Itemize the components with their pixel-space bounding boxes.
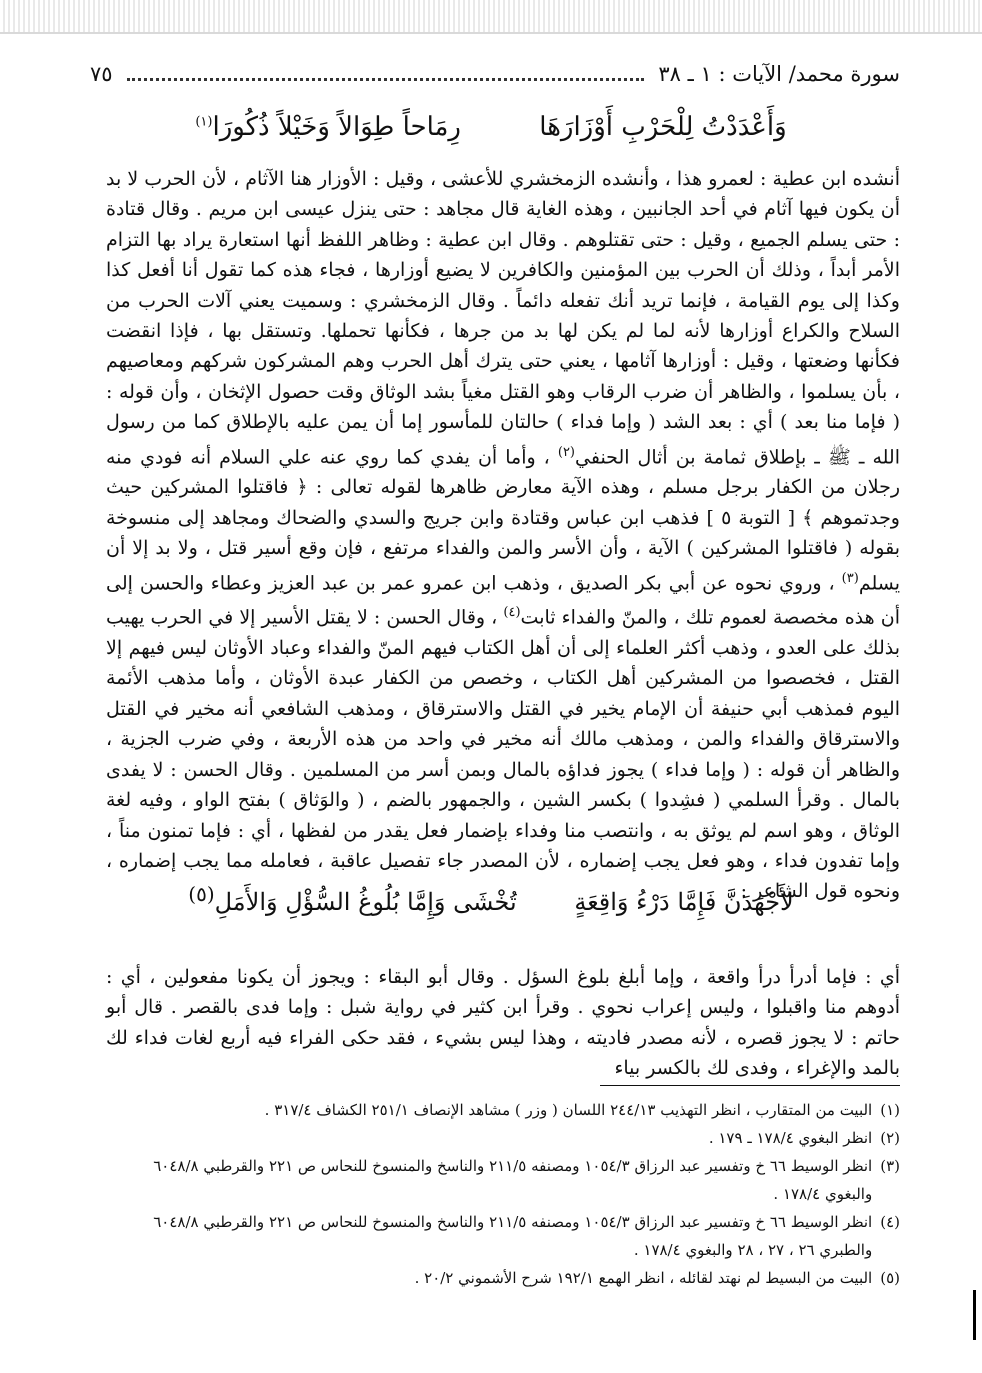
footnote-ref-4: (٤)	[503, 605, 521, 621]
paragraph-text-a: أنشده ابن عطية : لعمرو هذا ، وأنشده الزمخشري للأعشى ، وقيل : الأوزار هنا الآثام ، لأن الحرب لا بد أن يكون فيها آثام في أحد الجانبين ، وهذه الغاية قال مجاهد : حتى ينزل عيسى ابن مريم . وقال قتادة : حتى يسلم الجميع ، وقيل : حتى تقتلوهم . وقال ابن عطية : وظاهر اللفظ أنها استعارة يراد بها التزام الأمر أبداً ، وذلك أن الحرب بين المؤمنين والكافرين لا يضيع أوزارها ، فجاء هذه كما تقول أنا أفعل كذا وكذا إلى يوم القيامة ، فإنما تريد أنك تفعله دائماً . وقال الزمخشري : وسميت يعني آلات الحرب من السلاح والكراع أوزارها لأنه لما لم يكن لها بد من جرها ، فكأنها تحملها. وتستقل بها ، فإذا انقضت فكأنها وضعتها ، وقيل : أوزارها آثامها ، يعني حتى يترك أهل الحرب وهم المشركون شركهم ومعاصيهم ، بأن يسلموا ، والظاهر أن ضرب الرقاب وهو القتل مغياً بشد الوثاق وقت حصول الإثخان ، وأن قوله : ( فإما منا بعد ) أي : بعد الشد ( وإما فداء ) حالتان للمأسور إما أن يمن عليه بالإطلاق كما من رسول الله ـ ﷺ ـ بإطلاق ثمامة بن أثال الحنفي	[106, 168, 900, 468]
footnote-text: انظر الوسيط ٦٦ خ وتفسير عبد الرزاق ١٠٥٤/٣ ومصنفه ٢١١/٥ والناسخ والمنسوخ للنحاس ص ٢٢١ والقرطبي ٦٠٤٨/٨ والطبري ٢٦ ، ٢٧ ، ٢٨ والبغوي ١٧٨/٤ .	[153, 1213, 873, 1259]
verse-2-hemistich-left: تُخْشَى وَإِمَّا بُلُوغُ السُّؤْلِ وَالأَمَلِ	[214, 888, 517, 916]
verse-2	[0, 882, 982, 916]
footnote-item	[110, 1208, 900, 1264]
footnote-number: (٥)	[880, 1269, 900, 1287]
second-paragraph	[106, 962, 900, 1084]
footnote-text: انظر الوسيط ٦٦ خ وتفسير عبد الرزاق ١٠٥٤/٣ ومصنفه ٢١١/٥ والناسخ والمنسوخ للنحاس ص ٢٢١ والقرطبي ٦٠٤٨/٨ والبغوي ١٧٨/٤ .	[153, 1157, 873, 1203]
paragraph-2-text: أي : فإما أدرأ درأ واقعة ، وإما أبلغ بلوغ السؤل . وقال أبو البقاء : ويجوز أن يكونا مفعولين ، أي : أدوهم منا واقبلوا ، وليس إعراب نحوي . وقرأ ابن كثير في رواية شبل : وإما فدى بالقصر . قال أبو حاتم : لا يجوز قصره ، لأنه مصدر فاديته ، وهذا ليس بشيء ، فقد حكى الفراء فيه أربع لغات فداء لك بالمد والإغراء ، وفدى لك بالكسر بياء	[106, 966, 900, 1080]
footnote-number: (١)	[880, 1101, 900, 1119]
footnote-ref-2: (٢)	[557, 444, 575, 460]
footnote-item	[110, 1124, 900, 1152]
footnote-separator	[600, 1085, 900, 1086]
paragraph-text-b: ، وأما أن يفدي كما روي عنه علي السلام أنه فودي منه رجلان من الكفار برجل مسلم ، وهذه الآية معارض ظاهرها لقوله تعالى : ﴿ فاقتلوا المشركين حيث وجدتموهم ﴾ [ التوبة ٥ ] فذهب ابن عباس وقتادة وابن جريج والسدي والضحاك ومجاهد إلى منسوخة بقوله ( فاقتلوا المشركين ) الآية ، وأن الأسر والمن والفداء مرتفع ، فإن وقع أسير قتل ، ولا بد إلا أن يسلم	[106, 445, 900, 594]
footnote-ref-5: (٥)	[188, 882, 215, 906]
page-number: ٧٥	[90, 62, 113, 86]
footnote-item	[110, 1096, 900, 1124]
verse-2-hemistich-right: لأَجْهَدَنَّ فَإِمَّا دَرْءُ وَاقِعَةٍ	[574, 888, 794, 916]
page-header	[90, 62, 900, 92]
header-dot-leader	[127, 64, 645, 81]
footnote-number: (٢)	[880, 1129, 900, 1147]
scan-edge-mark	[973, 1290, 976, 1340]
footnote-text: البيت من المتقارب ، انظر التهذيب ٢٤٤/١٣ اللسان ( وزر ) مشاهد الإنصاف ٢٥١/١ الكشاف ٣١٧/٤ .	[264, 1101, 873, 1119]
footnote-text: البيت من البسيط لم نهتد لقائله ، انظر الهمع ١٩٢/١ شرح الأشموني ٢٠/٢ .	[414, 1269, 873, 1287]
paragraph-text-d: ، وقال الحسن : لا يقتل الأسير إلا في الحرب يهيب بذلك على العدو ، وذهب أكثر العلماء إلى أن أهل الكتاب فيهم المنّ والفداء وعباد الأوثان ليس فيهم إلا القتل ، فخصصوا من المشركين أهل الكتاب ، وخصص من الكفار عبدة الأوثان ، وأما مذهب الأئمة اليوم فمذهب أبي حنيفة أن الإمام يخير في القتل والاسترقاق ، ومذهب الشافعي أنه مخير في القتل والاسترقاق والفداء والمن ، ومذهب مالك أنه مخير في واحد من هذه الأربعة ، وفي ضرب الجزية ، والظاهر أن قوله : ( وإما فداء ) يجوز فداؤه بالمال وبمن أسر من المسلمين . وقال الحسن : لا يفدى بالمال . وقرأ السلمي ( فشِدوا ) بكسر الشين ، والجمهور بالضم ، ( والوَثاق ) بفتح الواو ، وفيه لغة الوثاق ، وهو اسم لم يوثق به ، وانتصب منا وفداء بإضمار فعل يقدر من لفظها ، أي : فإما تمنون مناً ، وإما تفدون فداء ، وهو فعل يجب إضماره ، لأن المصدر جاء تفصيل عاقبة ، فعامله مما يجب إضماره ، ونحوه قول الشاعر :	[106, 606, 900, 903]
scan-top-border	[0, 0, 982, 34]
footnote-item	[110, 1264, 900, 1292]
footnote-text: انظر البغوي ١٧٨/٤ ـ ١٧٩ .	[708, 1129, 873, 1147]
paragraph-text-c: ، وروي نحوه عن أبي بكر الصديق ، وذهب ابن عمرو عمر بن عبد العزيز وعطاء والحسن إلى أن هذه مخصصة لعموم تلك ، والمنّ والفداء ثابت	[106, 571, 900, 629]
footnote-number: (٣)	[880, 1157, 900, 1175]
footnote-number: (٤)	[880, 1213, 900, 1231]
verse-1-hemistich-left: رِمَاحاً طِوَالاً وَخَيْلاً ذُكُورَا	[212, 112, 461, 142]
footnote-item	[110, 1152, 900, 1208]
main-paragraph	[106, 164, 900, 907]
footnote-ref-1: (١)	[195, 114, 213, 130]
verse-1-hemistich-right: وَأَعْدَدْتُ لِلْحَرْبِ أَوْزَارَهَا	[539, 112, 787, 142]
verse-1	[0, 112, 982, 142]
running-title: سورة محمد/ الآيات : ١ ـ ٣٨	[658, 62, 900, 86]
footnote-ref-3: (٣)	[841, 570, 859, 586]
footnotes	[110, 1096, 900, 1292]
